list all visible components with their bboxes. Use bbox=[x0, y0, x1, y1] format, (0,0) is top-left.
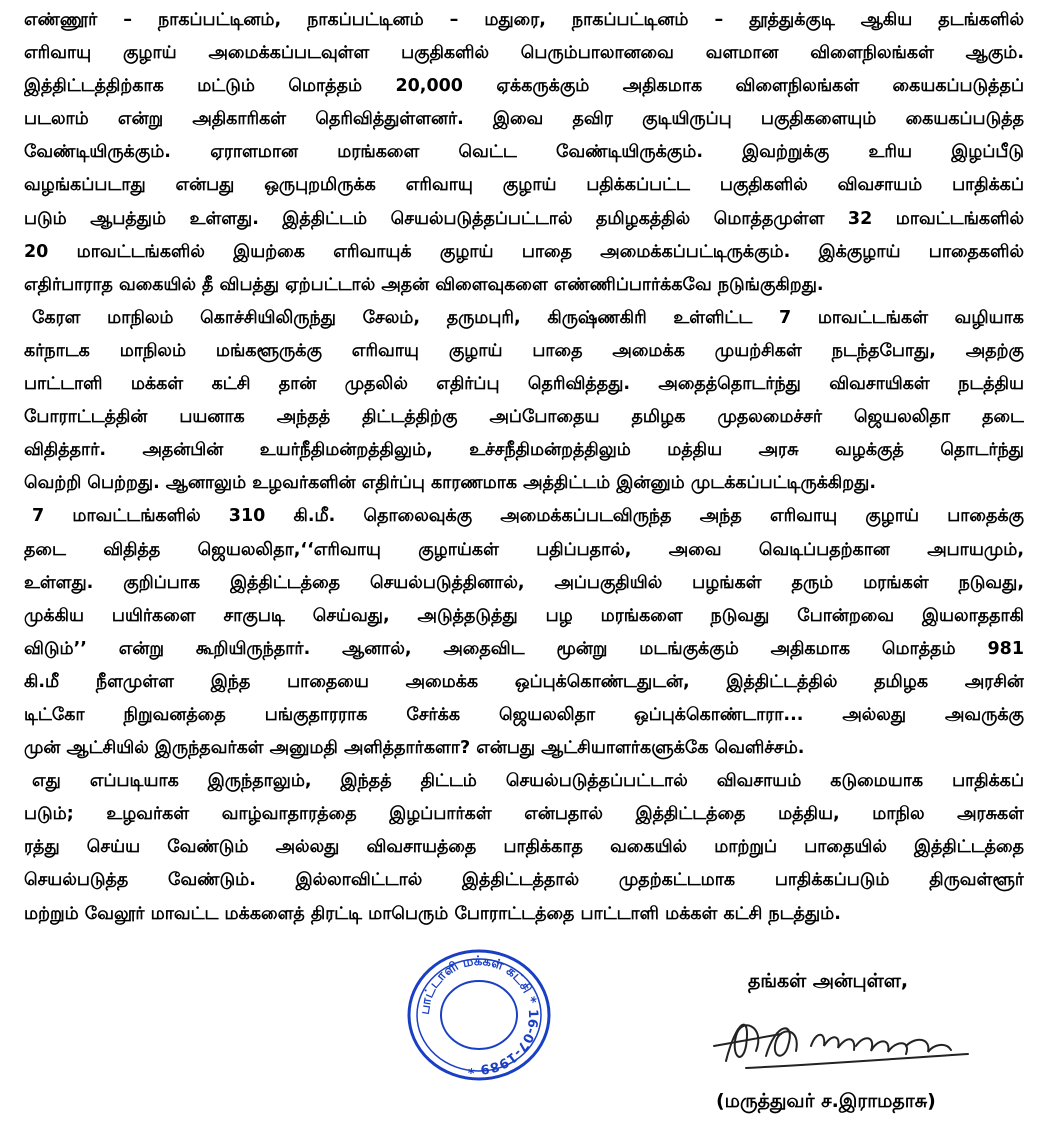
paragraph-line: இத்திட்டத்திற்காக மட்டும் மொத்தம் 20,000 ஏக்கருக்கும் அதிகமாக விளைநிலங்கள் கையகப்படுத்தப் bbox=[24, 76, 1024, 97]
paragraph-line: உள்ளது. குறிப்பாக இத்திட்டத்தை செயல்படுத்தினால், அப்பகுதியில் பழங்கள் தரும் மரங்கள் நடுவது, bbox=[24, 572, 1024, 593]
paragraph-line: தடை விதித்த ஜெயலலிதா,‘‘எரிவாயு குழாய்கள் பதிப்பதால், அவை வெடிப்பதற்கான அபாயமும், bbox=[24, 539, 1024, 560]
paragraph-line: வெற்றி பெற்றது. ஆனாலும் உழவர்களின் எதிர்ப்பு காரணமாக அத்திட்டம் இன்னும் முடக்கப்பட்டிருக்கிறது. bbox=[24, 473, 876, 494]
paragraph-line: கர்நாடக மாநிலம் மங்களூருக்கு எரிவாயு குழாய் பாதை அமைக்க முயற்சிகள் நடந்தபோது, அதற்கு bbox=[24, 340, 1024, 361]
party-seal-stamp bbox=[404, 946, 554, 1084]
paragraph-line: மற்றும் வேலூர் மாவட்ட மக்களைத் திரட்டி மாபெரும் போராட்டத்தை பாட்டாளி மக்கள் கட்சி நடத்தும். bbox=[24, 903, 841, 924]
paragraph bbox=[24, 500, 1024, 765]
paragraph-line: எண்ணூர் – நாகப்பட்டினம், நாகப்பட்டினம் – மதுரை, நாகப்பட்டினம் – தூத்துக்குடி ஆகிய தடங்களில் bbox=[24, 10, 1024, 30]
paragraph-line: எது எப்படியாக இருந்தாலும், இந்தத் திட்டம் செயல்படுத்தப்பட்டால் விவசாயம் கடுமையாக பாதிக்கப் bbox=[32, 771, 1024, 792]
paragraph bbox=[24, 302, 1024, 501]
paragraph-line: ரத்து செய்ய வேண்டும் அல்லது விவசாயத்தை பாதிக்காத வகையில் மாற்றுப் பாதையில் இத்திட்டத்தை bbox=[24, 837, 1024, 858]
paragraph bbox=[24, 765, 1024, 930]
paragraph-line: எதிர்பாராத வகையில் தீ விபத்து ஏற்பட்டால் அதன் விளைவுகளை எண்ணிப்பார்க்கவே நடுங்குகிறது. bbox=[24, 274, 824, 295]
paragraph-line: முன் ஆட்சியில் இருந்தவர்கள் அனுமதி அளித்தார்களா? என்பது ஆட்சியாளர்களுக்கே வெளிச்சம். bbox=[24, 738, 805, 759]
paragraph-line: போராட்டத்தின் பயனாக அந்தத் திட்டத்திற்கு அப்போதைய தமிழக முதலமைச்சர் ஜெயலலிதா தடை bbox=[24, 407, 1024, 428]
paragraph-line: எரிவாயு குழாய் அமைக்கப்படவுள்ள பகுதிகளில் பெரும்பாலானவை வளமான விளைநிலங்கள் ஆகும். bbox=[24, 43, 1024, 64]
paragraph-line: 7 மாவட்டங்களில் 310 கி.மீ. தொலைவுக்கு அமைக்கப்படவிருந்த அந்த எரிவாயு குழாய் பாதைக்கு bbox=[32, 506, 1024, 527]
closing-salutation: தங்கள் அன்புள்ள, bbox=[748, 970, 909, 992]
letter-body bbox=[24, 4, 1024, 931]
paragraph bbox=[24, 4, 1024, 302]
paragraph-line: முக்கிய பயிர்களை சாகுபடி செய்வது, அடுத்தடுத்து பழ மரங்களை நடுவது போன்றவை இயலாததாகி bbox=[24, 605, 1024, 626]
paragraph-line: படும் ஆபத்தும் உள்ளது. இத்திட்டம் செயல்படுத்தப்பட்டால் தமிழகத்தில் மொத்தமுள்ள 32 மாவட்டங்களில் bbox=[24, 208, 1024, 229]
paragraph-line: 20 மாவட்டங்களில் இயற்கை எரிவாயுக் குழாய் பாதை அமைக்கப்பட்டிருக்கும். இக்குழாய் பாதைகளில் bbox=[24, 241, 1024, 262]
paragraph-line: பாட்டாளி மக்கள் கட்சி தான் முதலில் எதிர்ப்பு தெரிவித்தது. அதைத்தொடர்ந்து விவசாயிகள் நடத்திய bbox=[24, 374, 1024, 395]
paragraph-line: படும்; உழவர்கள் வாழ்வாதாரத்தை இழப்பார்கள் என்பதால் இத்திட்டத்தை மத்திய, மாநில அரசுகள் bbox=[24, 804, 1024, 825]
paragraph-line: படலாம் என்று அதிகாரிகள் தெரிவித்துள்ளனர். இவை தவிர குடியிருப்பு பகுதிகளையும் கையகப்படுத்த bbox=[24, 109, 1024, 130]
handwritten-signature bbox=[706, 1006, 976, 1076]
paragraph-line: டிட்கோ நிறுவனத்தை பங்குதாரராக சேர்க்க ஜெயலலிதா ஒப்புக்கொண்டாரா... அல்லது அவருக்கு bbox=[24, 704, 1024, 725]
paragraph-line: வழங்கப்படாது என்பது ஒருபுறமிருக்க எரிவாயு குழாய் பதிக்கப்பட்ட பகுதிகளில் விவசாயம் பாதிக்கப் bbox=[24, 175, 1024, 196]
paragraph-line: விடும்’’ என்று கூறியிருந்தார். ஆனால், அதைவிட மூன்று மடங்குக்கும் அதிகமாக மொத்தம் 981 bbox=[24, 638, 1024, 659]
paragraph-line: விதித்தார். அதன்பின் உயர்நீதிமன்றத்திலும், உச்சநீதிமன்றத்திலும் மத்திய அரசு வழக்குத் தொடர்ந்து bbox=[24, 440, 1024, 461]
paragraph-line: கி.மீ நீளமுள்ள இந்த பாதையை அமைக்க ஒப்புக்கொண்டதுடன், இத்திட்டத்தில் தமிழக அரசின் bbox=[24, 671, 1024, 692]
seal-text: பாட்டாளி மக்கள் கட்சி * 16-07-1989 * bbox=[417, 953, 541, 1077]
paragraph-line: செயல்படுத்த வேண்டும். இல்லாவிட்டால் இத்திட்டத்தால் முதற்கட்டமாக பாதிக்கப்படும் திருவள்ளூர் bbox=[24, 870, 1024, 891]
paragraph-line: கேரள மாநிலம் கொச்சியிலிருந்து சேலம், தருமபுரி, கிருஷ்ணகிரி உள்ளிட்ட 7 மாவட்டங்கள் வழியாக bbox=[32, 307, 1024, 328]
paragraph-line: வேண்டியிருக்கும். ஏராளமான மரங்களை வெட்ட வேண்டியிருக்கும். இவற்றுக்கு உரிய இழப்பீடு bbox=[24, 142, 1024, 163]
signer-name: (மருத்துவர் ச.இராமதாசு) bbox=[716, 1090, 936, 1112]
